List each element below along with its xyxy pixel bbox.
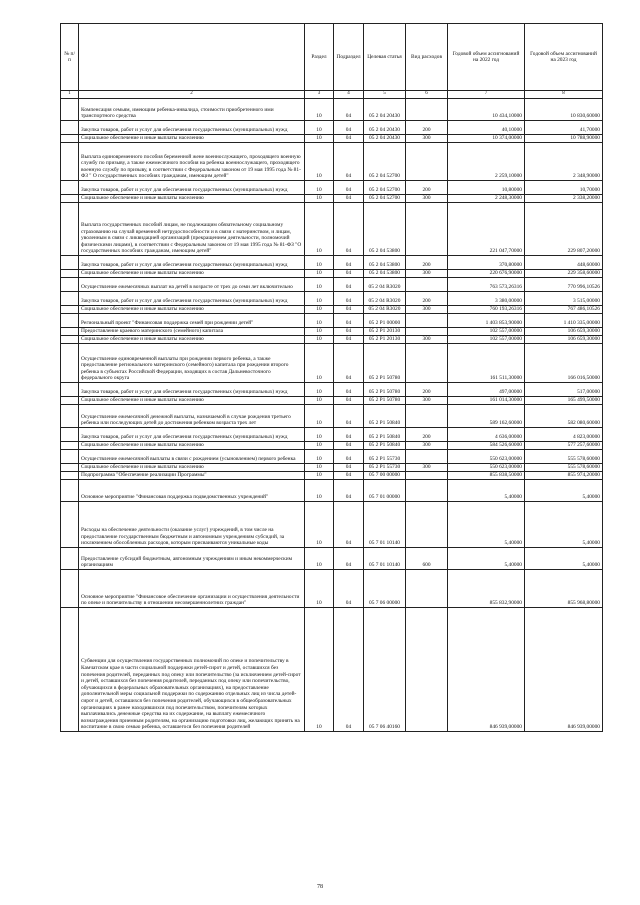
row-name: Осуществление ежемесячной выплаты в связи с рождением (усыновлением) первого ребенка	[79, 450, 305, 464]
row-name: Региональный проект "Финансовая поддержка семей при рождении детей"	[79, 314, 305, 328]
row-subsection: 04	[334, 292, 364, 306]
row-volume-2023: 165 499,50000	[525, 397, 603, 405]
table-row	[61, 256, 603, 270]
row-article: 05 7 06 00000	[364, 570, 406, 608]
column-number: 4	[334, 91, 364, 99]
row-volume-2022: 40,10000	[448, 121, 525, 135]
row-section: 10	[305, 336, 334, 344]
row-volume-2023: 10,70000	[525, 181, 603, 195]
row-volume-2023: 448,60000	[525, 256, 603, 270]
row-section: 10	[305, 306, 334, 314]
row-number	[61, 472, 79, 480]
table-row	[61, 99, 603, 121]
row-name: Социальное обеспечение и иные выплаты населению	[79, 270, 305, 278]
row-volume-2022: 3 380,00000	[448, 292, 525, 306]
row-subsection: 04	[334, 121, 364, 135]
row-number	[61, 203, 79, 256]
row-expense-type	[406, 203, 448, 256]
row-number	[61, 397, 79, 405]
table-row	[61, 328, 603, 336]
row-section: 10	[305, 256, 334, 270]
header-expense-type: Вид расходов	[406, 24, 448, 91]
row-number	[61, 292, 79, 306]
row-name: Закупка товаров, работ и услуг для обеспечения государственных (муниципальных) нужд	[79, 256, 305, 270]
row-subsection: 04	[334, 344, 364, 383]
row-subsection: 04	[334, 270, 364, 278]
header-volume-2023: Годовой объем ассигнований на 2023 год	[525, 24, 603, 91]
row-volume-2023: 10 788,90000	[525, 135, 603, 143]
row-subsection: 04	[334, 195, 364, 203]
row-subsection: 04	[334, 256, 364, 270]
row-section: 10	[305, 570, 334, 608]
row-volume-2022: 4 636,00000	[448, 428, 525, 442]
row-expense-type: 200	[406, 383, 448, 397]
row-section: 10	[305, 608, 334, 732]
row-expense-type: 300	[406, 270, 448, 278]
row-volume-2022: 763 573,26316	[448, 278, 525, 292]
header-row	[61, 24, 603, 91]
row-expense-type: 300	[406, 135, 448, 143]
table-row	[61, 383, 603, 397]
row-name: Социальное обеспечение и иные выплаты населению	[79, 336, 305, 344]
row-expense-type: 300	[406, 397, 448, 405]
row-name: Основное мероприятие "Финансовое обеспечение организации и осуществления деятельности по опеке и попечительству в отношении несовершеннолетних граждан"	[79, 570, 305, 608]
row-volume-2022: 102 557,00000	[448, 336, 525, 344]
row-expense-type	[406, 480, 448, 502]
row-article: 05 2 P1 50780	[364, 383, 406, 397]
row-subsection: 04	[334, 306, 364, 314]
row-volume-2022: 10 374,00000	[448, 135, 525, 143]
table-row	[61, 203, 603, 256]
row-name: Основное мероприятие "Финансовая поддержка подведомственных учреждений"	[79, 480, 305, 502]
row-expense-type: 300	[406, 336, 448, 344]
row-volume-2023: 767 486,10526	[525, 306, 603, 314]
table-row	[61, 442, 603, 450]
table-row	[61, 405, 603, 428]
row-section: 10	[305, 397, 334, 405]
row-volume-2022: 10 434,10000	[448, 99, 525, 121]
row-number	[61, 480, 79, 502]
row-volume-2023: 10 830,60000	[525, 99, 603, 121]
row-subsection: 04	[334, 314, 364, 328]
row-name: Закупка товаров, работ и услуг для обеспечения государственных (муниципальных) нужд	[79, 292, 305, 306]
row-volume-2022: 2 259,10000	[448, 143, 525, 181]
row-volume-2023: 106 659,30000	[525, 336, 603, 344]
row-section: 10	[305, 328, 334, 336]
row-section: 10	[305, 143, 334, 181]
row-number	[61, 442, 79, 450]
row-volume-2022: 584 526,60000	[448, 442, 525, 450]
row-expense-type: 200	[406, 181, 448, 195]
row-volume-2023: 5,40000	[525, 548, 603, 570]
row-article: 05 2 04 R3020	[364, 306, 406, 314]
row-name: Социальное обеспечение и иные выплаты населению	[79, 397, 305, 405]
row-volume-2023: 5,40000	[525, 502, 603, 548]
row-name: Закупка товаров, работ и услуг для обеспечения государственных (муниципальных) нужд	[79, 428, 305, 442]
table-row	[61, 397, 603, 405]
row-subsection: 04	[334, 99, 364, 121]
header-section: Раздел	[305, 24, 334, 91]
row-name: Выплата государственных пособий лицам, не подлежащим обязательному социальному страхованию на случай временной нетрудоспособности и в связи с материнством, и лицам, уволенным в связи с ликвидацией организаций (прекращением деятельности, полномочий физическими лицами), в соответствии с Федеральным законом от 19 мая 1995 года № 81-ФЗ "О государственных пособиях гражданам, имеющим детей"	[79, 203, 305, 256]
table-row	[61, 548, 603, 570]
table-row	[61, 428, 603, 442]
row-name: Осуществление ежемесячных выплат на детей в возрасте от трех до семи лет включительно	[79, 278, 305, 292]
row-number	[61, 99, 79, 121]
row-subsection: 04	[334, 570, 364, 608]
row-article: 05 2 P1 50840	[364, 405, 406, 428]
row-subsection: 04	[334, 428, 364, 442]
row-subsection: 04	[334, 383, 364, 397]
row-article: 05 2 04 52700	[364, 143, 406, 181]
row-name: Осуществление ежемесячной денежной выплаты, назначаемой в случае рождения третьего ребенка или последующих детей до достижения ребенком возраста трех лет	[79, 405, 305, 428]
budget-sheet	[60, 23, 602, 732]
row-volume-2023: 855 974,20000	[525, 472, 603, 480]
row-number	[61, 336, 79, 344]
table-row	[61, 195, 603, 203]
row-section: 10	[305, 405, 334, 428]
row-number	[61, 464, 79, 472]
row-volume-2022: 5,40000	[448, 502, 525, 548]
row-number	[61, 256, 79, 270]
row-subsection: 04	[334, 464, 364, 472]
table-body	[61, 99, 603, 732]
row-section: 10	[305, 502, 334, 548]
row-article: 05 2 P1 50780	[364, 344, 406, 383]
table-row	[61, 450, 603, 464]
row-name: Социальное обеспечение и иные выплаты населению	[79, 442, 305, 450]
row-volume-2023: 106 659,30000	[525, 328, 603, 336]
row-expense-type	[406, 472, 448, 480]
row-volume-2022: 589 162,60000	[448, 405, 525, 428]
table-row	[61, 480, 603, 502]
row-section: 10	[305, 472, 334, 480]
row-article: 05 2 P1 20130	[364, 328, 406, 336]
row-section: 10	[305, 99, 334, 121]
row-name: Социальное обеспечение и иные выплаты населению	[79, 306, 305, 314]
row-number	[61, 405, 79, 428]
row-article: 05 2 04 53800	[364, 256, 406, 270]
row-volume-2022: 550 623,00000	[448, 464, 525, 472]
row-volume-2022: 855 832,90000	[448, 570, 525, 608]
row-section: 10	[305, 270, 334, 278]
row-subsection: 04	[334, 328, 364, 336]
row-number	[61, 195, 79, 203]
row-subsection: 04	[334, 397, 364, 405]
table-row	[61, 502, 603, 548]
column-number: 1	[61, 91, 79, 99]
row-subsection: 04	[334, 450, 364, 464]
table-row	[61, 143, 603, 181]
row-volume-2022: 10,80000	[448, 181, 525, 195]
row-volume-2023: 3 515,00000	[525, 292, 603, 306]
table-row	[61, 135, 603, 143]
row-volume-2023: 2 338,20000	[525, 195, 603, 203]
row-expense-type	[406, 502, 448, 548]
row-volume-2022: 102 557,00000	[448, 328, 525, 336]
table-row	[61, 472, 603, 480]
row-volume-2023: 855 968,80000	[525, 570, 603, 608]
table-row	[61, 608, 603, 732]
row-name: Предоставление субсидий бюджетным, автономным учреждениям и иным некоммерческим организациям	[79, 548, 305, 570]
column-number: 2	[79, 91, 305, 99]
row-subsection: 04	[334, 442, 364, 450]
row-name: Социальное обеспечение и иные выплаты населению	[79, 195, 305, 203]
row-section: 10	[305, 548, 334, 570]
row-name: Закупка товаров, работ и услуг для обеспечения государственных (муниципальных) нужд	[79, 383, 305, 397]
row-article: 05 2 P1 50780	[364, 397, 406, 405]
row-expense-type	[406, 405, 448, 428]
row-volume-2023: 229 807,20000	[525, 203, 603, 256]
row-subsection: 04	[334, 143, 364, 181]
row-subsection: 04	[334, 502, 364, 548]
row-section: 10	[305, 195, 334, 203]
header-article: Целевая статья	[364, 24, 406, 91]
row-section: 10	[305, 135, 334, 143]
table-row	[61, 270, 603, 278]
row-name: Предоставление краевого материнского (семейного) капитала	[79, 328, 305, 336]
row-article: 05 2 P1 20130	[364, 336, 406, 344]
row-volume-2022: 760 193,26316	[448, 306, 525, 314]
column-number: 5	[364, 91, 406, 99]
page-number: 78	[317, 884, 323, 890]
row-expense-type: 200	[406, 428, 448, 442]
table-row	[61, 314, 603, 328]
row-section: 10	[305, 442, 334, 450]
row-volume-2022: 550 623,00000	[448, 450, 525, 464]
budget-table	[60, 23, 603, 732]
row-section: 10	[305, 480, 334, 502]
row-volume-2023: 1 410 335,00000	[525, 314, 603, 328]
row-volume-2023: 2 348,90000	[525, 143, 603, 181]
row-subsection: 04	[334, 203, 364, 256]
row-article: 05 2 P1 50840	[364, 442, 406, 450]
row-expense-type	[406, 328, 448, 336]
row-section: 10	[305, 278, 334, 292]
row-volume-2022: 846 939,00000	[448, 608, 525, 732]
table-row	[61, 570, 603, 608]
header-num: № п/п	[61, 24, 79, 91]
column-number: 8	[525, 91, 603, 99]
row-volume-2022: 5,40000	[448, 548, 525, 570]
row-expense-type	[406, 99, 448, 121]
row-expense-type	[406, 143, 448, 181]
table-row	[61, 464, 603, 472]
row-number	[61, 502, 79, 548]
row-article: 05 2 04 20430	[364, 99, 406, 121]
row-expense-type: 200	[406, 121, 448, 135]
table-row	[61, 306, 603, 314]
row-number	[61, 278, 79, 292]
row-expense-type: 200	[406, 256, 448, 270]
row-subsection: 04	[334, 480, 364, 502]
row-volume-2022: 161 511,30000	[448, 344, 525, 383]
row-name: Расходы на обеспечение деятельности (оказание услуг) учреждений, в том числе на предоставление государственным бюджетным и автономным учреждениям субсидий, за исключением обособленных расходов, которым присваиваются уникальные коды	[79, 502, 305, 548]
row-number	[61, 383, 79, 397]
row-volume-2022: 1 403 853,90000	[448, 314, 525, 328]
column-number: 3	[305, 91, 334, 99]
column-number-row	[61, 91, 603, 99]
row-name: Субвенции для осуществления государственных полномочий по опеке и попечительству в Камчатском крае в части социальной поддержки детей-сирот и детей, оставшихся без попечения родителей, переданных под опеку или попечительство (за исключением детей-сирот и детей, оставшихся без попечения родителей, переданных под опеку или попечительство, обучающихся в федеральных образовательных организациях), на предоставление дополнительной меры социальной поддержки по содержанию отдельных лиц из числа детей-сирот и детей, оставшихся без попечения родителей, обучающихся в общеобразовательных организациях в ранее находившихся под попечительством, попечителям которых выплачивались денежные средства на их содержание, на выплату ежемесячного вознаграждения приемным родителям, на организацию подготовки лиц, желающих принять на воспитание в свою семью ребенка, оставшегося без попечения родителей	[79, 608, 305, 732]
row-expense-type	[406, 608, 448, 732]
row-section: 10	[305, 450, 334, 464]
row-volume-2022: 855 838,50000	[448, 472, 525, 480]
row-expense-type: 300	[406, 442, 448, 450]
header-subsection: Подраздел	[334, 24, 364, 91]
row-expense-type	[406, 344, 448, 383]
header-name	[79, 24, 305, 91]
row-volume-2022: 220 676,90000	[448, 270, 525, 278]
row-article: 05 2 04 53800	[364, 203, 406, 256]
row-section: 10	[305, 181, 334, 195]
row-subsection: 04	[334, 405, 364, 428]
row-article: 05 2 P1 50840	[364, 428, 406, 442]
row-article: 05 2 04 20430	[364, 135, 406, 143]
row-section: 10	[305, 344, 334, 383]
row-volume-2022: 221 047,70000	[448, 203, 525, 256]
row-article: 05 7 01 10140	[364, 548, 406, 570]
table-row	[61, 336, 603, 344]
row-volume-2023: 41,70000	[525, 121, 603, 135]
row-volume-2023: 770 996,10526	[525, 278, 603, 292]
row-volume-2023: 555 578,60000	[525, 464, 603, 472]
row-name: Закупка товаров, работ и услуг для обеспечения государственных (муниципальных) нужд	[79, 121, 305, 135]
row-subsection: 04	[334, 608, 364, 732]
table-row	[61, 181, 603, 195]
row-section: 10	[305, 428, 334, 442]
table-row	[61, 121, 603, 135]
row-number	[61, 450, 79, 464]
row-number	[61, 306, 79, 314]
row-section: 10	[305, 121, 334, 135]
row-subsection: 04	[334, 181, 364, 195]
row-section: 10	[305, 383, 334, 397]
row-number	[61, 608, 79, 732]
row-expense-type	[406, 450, 448, 464]
table-row	[61, 292, 603, 306]
row-name: Социальное обеспечение и иные выплаты населению	[79, 464, 305, 472]
row-number	[61, 270, 79, 278]
row-volume-2022: 370,80000	[448, 256, 525, 270]
column-number: 6	[406, 91, 448, 99]
row-volume-2023: 582 080,60000	[525, 405, 603, 428]
row-article: 05 7 06 40160	[364, 608, 406, 732]
row-section: 10	[305, 314, 334, 328]
row-subsection: 04	[334, 548, 364, 570]
row-article: 05 2 04 R3020	[364, 292, 406, 306]
row-volume-2022: 5,40000	[448, 480, 525, 502]
row-article: 05 2 04 52700	[364, 195, 406, 203]
row-article: 05 7 00 00000	[364, 472, 406, 480]
row-expense-type: 300	[406, 306, 448, 314]
row-section: 10	[305, 292, 334, 306]
row-name: Осуществление единовременной выплаты при рождении первого ребенка, а также предоставление регионального материнского (семейного) капитала при рождении второго ребенка в субъектах Российской Федерации, входящих в состав Дальневосточного федерального округа	[79, 344, 305, 383]
row-volume-2023: 166 016,50000	[525, 344, 603, 383]
row-volume-2022: 2 248,30000	[448, 195, 525, 203]
row-volume-2023: 5,40000	[525, 480, 603, 502]
row-number	[61, 328, 79, 336]
row-expense-type: 200	[406, 292, 448, 306]
row-article: 05 2 P1 00000	[364, 314, 406, 328]
row-expense-type: 300	[406, 464, 448, 472]
row-volume-2023: 555 578,60000	[525, 450, 603, 464]
row-number	[61, 181, 79, 195]
row-article: 05 7 01 00000	[364, 480, 406, 502]
row-volume-2022: 161 014,30000	[448, 397, 525, 405]
row-name: Закупка товаров, работ и услуг для обеспечения государственных (муниципальных) нужд	[79, 181, 305, 195]
row-expense-type	[406, 570, 448, 608]
row-number	[61, 548, 79, 570]
row-number	[61, 428, 79, 442]
table-row	[61, 278, 603, 292]
row-number	[61, 135, 79, 143]
row-name: Подпрограмма "Обеспечение реализации Программы"	[79, 472, 305, 480]
row-name: Выплата единовременного пособия беременной жене военнослужащего, проходящего военную службу по призыву, а также ежемесячного пособия на ребенка военнослужащего, проходящего военную службу по призыву, в соответствии с Федеральным законом от 19 мая 1995 года № 81-ФЗ " О государственных пособиях гражданам, имеющим детей"	[79, 143, 305, 181]
row-article: 05 2 04 53800	[364, 270, 406, 278]
row-expense-type: 300	[406, 195, 448, 203]
row-expense-type: 600	[406, 548, 448, 570]
row-article: 05 7 01 10140	[364, 502, 406, 548]
row-subsection: 04	[334, 135, 364, 143]
row-name: Компенсация семьям, имеющим ребенка-инвалида, стоимости приобретенного ими транспортного средства	[79, 99, 305, 121]
row-section: 10	[305, 464, 334, 472]
row-volume-2023: 577 257,60000	[525, 442, 603, 450]
header-volume-2022: Годовой объем ассигнований на 2022 год	[448, 24, 525, 91]
column-number: 7	[448, 91, 525, 99]
row-subsection: 04	[334, 336, 364, 344]
row-article: 05 2 04 R3020	[364, 278, 406, 292]
row-section: 10	[305, 203, 334, 256]
row-volume-2023: 517,00000	[525, 383, 603, 397]
row-number	[61, 121, 79, 135]
row-volume-2022: 497,00000	[448, 383, 525, 397]
row-expense-type	[406, 278, 448, 292]
row-article: 05 2 04 20430	[364, 121, 406, 135]
row-volume-2023: 4 823,00000	[525, 428, 603, 442]
row-article: 05 2 04 52700	[364, 181, 406, 195]
table-row	[61, 344, 603, 383]
row-volume-2023: 229 358,60000	[525, 270, 603, 278]
row-subsection: 04	[334, 278, 364, 292]
row-subsection: 04	[334, 472, 364, 480]
row-name: Социальное обеспечение и иные выплаты населению	[79, 135, 305, 143]
row-number	[61, 143, 79, 181]
row-article: 05 2 P1 55730	[364, 464, 406, 472]
row-expense-type	[406, 314, 448, 328]
row-volume-2023: 846 939,00000	[525, 608, 603, 732]
row-number	[61, 570, 79, 608]
row-number	[61, 314, 79, 328]
row-number	[61, 344, 79, 383]
row-article: 05 2 P1 55730	[364, 450, 406, 464]
